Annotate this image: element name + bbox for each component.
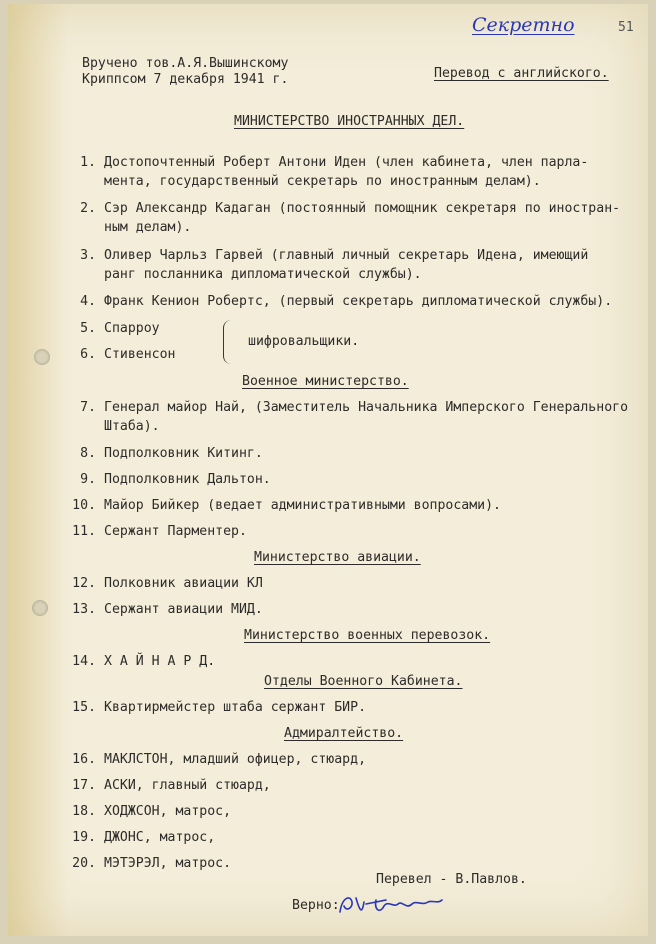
- item-number: 9.: [80, 472, 96, 487]
- section-admiralty: Адмиралтейство.: [284, 726, 404, 741]
- item-number: 15.: [72, 700, 96, 715]
- item-text: Франк Кенион Робертс, (первый секретарь дипломатической службы).: [104, 294, 613, 309]
- punch-hole: [34, 349, 50, 365]
- translated-by: Перевел - В.Павлов.: [376, 872, 527, 887]
- item-text: АСКИ, главный стюард,: [104, 778, 271, 793]
- item-number: 2.: [80, 201, 96, 216]
- item-number: 1.: [80, 155, 96, 170]
- item-text-continued: ранг посланника дипломатической службы).: [104, 267, 422, 282]
- section-war-cabinet: Отделы Военного Кабинета.: [264, 674, 463, 689]
- document-page: [8, 4, 648, 936]
- handwritten-signature: [336, 892, 446, 918]
- delivered-line-2: Криппсом 7 декабря 1941 г.: [82, 72, 289, 87]
- item-text-continued: мента, государственный секретарь по иностранным делам).: [104, 174, 541, 189]
- item-number: 11.: [72, 524, 96, 539]
- item-number: 19.: [72, 830, 96, 845]
- item-number: 13.: [72, 602, 96, 617]
- section-air-ministry: Министерство авиации.: [254, 550, 421, 565]
- curly-brace: [223, 320, 234, 364]
- item-number: 17.: [72, 778, 96, 793]
- item-text: Полковник авиации КЛ: [104, 576, 263, 591]
- handwritten-secret-mark: Секретно: [472, 14, 575, 36]
- item-text: Спарроу: [104, 321, 160, 336]
- item-text: Квартирмейстер штаба сержант БИР.: [104, 700, 367, 715]
- item-text: Майор Бийкер (ведает административными вопросами).: [104, 498, 501, 513]
- page-number: 51: [618, 20, 634, 35]
- item-text: Сэр Александр Кадаган (постоянный помощник секретаря по иностран-: [104, 201, 621, 216]
- item-text: Подполковник Китинг.: [104, 446, 263, 461]
- item-text: ХОДЖСОН, матрос,: [104, 804, 232, 819]
- item-text: Сержант авиации МИД.: [104, 602, 263, 617]
- item-text: Генерал майор Най, (Заместитель Начальника Имперского Генерального: [104, 400, 629, 415]
- item-text: Х А Й Н А Р Д.: [104, 654, 216, 669]
- paper-stain: [8, 4, 68, 936]
- translation-note: Перевод с английского.: [434, 66, 609, 81]
- item-number: 4.: [80, 294, 96, 309]
- item-number: 10.: [72, 498, 96, 513]
- item-text: Стивенсон: [104, 347, 176, 362]
- section-war-office: Военное министерство.: [242, 374, 409, 389]
- item-number: 14.: [72, 654, 96, 669]
- item-text: Подполковник Дальтон.: [104, 472, 271, 487]
- item-text: Сержант Парментер.: [104, 524, 247, 539]
- item-text-continued: ным делам).: [104, 220, 192, 235]
- item-text: Достопочтенный Роберт Антони Иден (член кабинета, член парла-: [104, 155, 589, 170]
- item-text: Оливер Чарльз Гарвей (главный личный секретарь Идена, имеющий: [104, 248, 589, 263]
- item-number: 7.: [80, 400, 96, 415]
- item-text-continued: Штаба).: [104, 419, 160, 434]
- certified-label: Верно:: [292, 898, 340, 913]
- delivered-line-1: Вручено тов.А.Я.Вышинскому: [82, 56, 289, 71]
- item-text: ДЖОНС, матрос,: [104, 830, 216, 845]
- item-number: 3.: [80, 248, 96, 263]
- section-war-transport: Министерство военных перевозок.: [244, 628, 491, 643]
- item-number: 16.: [72, 752, 96, 767]
- item-number: 18.: [72, 804, 96, 819]
- item-number: 6.: [80, 347, 96, 362]
- item-number: 20.: [72, 856, 96, 871]
- item-number: 5.: [80, 321, 96, 336]
- punch-hole: [32, 600, 48, 616]
- cipher-clerks-label: шифровальщики.: [248, 334, 360, 349]
- item-text: МЭТЭРЭЛ, матрос.: [104, 856, 232, 871]
- item-text: МАКЛСТОН, младший офицер, стюард,: [104, 752, 367, 767]
- section-foreign-office: МИНИСТЕРСТВО ИНОСТРАННЫХ ДЕЛ.: [234, 114, 465, 129]
- item-number: 12.: [72, 576, 96, 591]
- item-number: 8.: [80, 446, 96, 461]
